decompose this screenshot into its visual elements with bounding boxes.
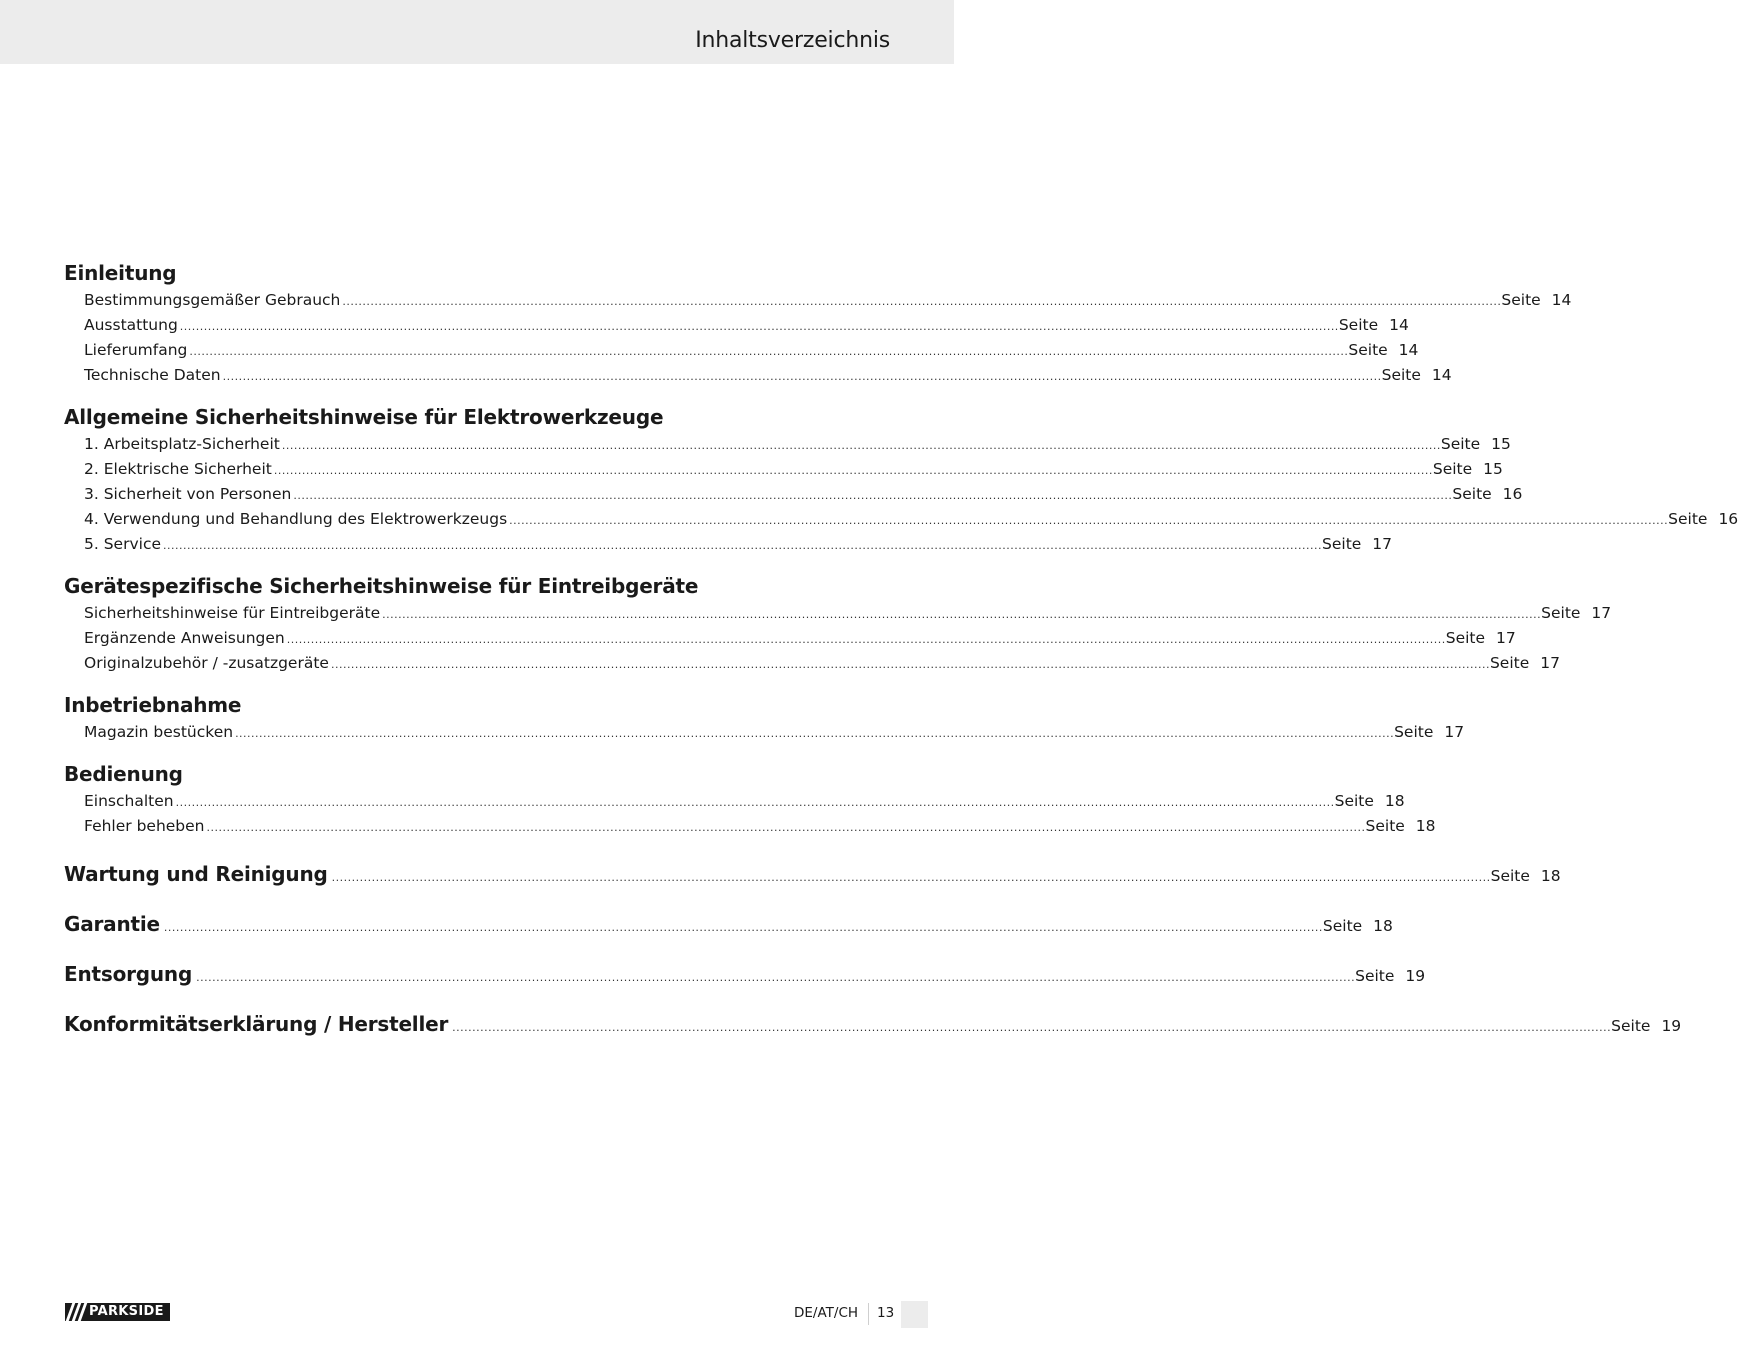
leader-dots: .................................................................................................................................................................................................................................................................................................. <box>293 489 1453 502</box>
leader-dots: .................................................................................................................................................................................................................................................................................................. <box>273 464 1433 477</box>
entry-page-number: 17 <box>1496 629 1516 647</box>
leader-dots: .................................................................................................................................................................................................................................................................................................. <box>179 320 1339 333</box>
entry-page-number: 18 <box>1384 792 1405 810</box>
entry-seite: Seite <box>1365 817 1405 835</box>
toc-main-entry[interactable] <box>64 1009 1682 1039</box>
toc-section <box>0 759 1436 839</box>
entry-label: 2. Elektrische Sicherheit <box>84 460 272 478</box>
main-entry-label: Konformitätserklärung / Hersteller <box>64 1012 449 1036</box>
toc-section <box>0 258 1572 388</box>
leader-dots: .................................................................................................................................................................................................................................................................................................. <box>331 871 1491 884</box>
entry-seite: Seite <box>1322 535 1362 553</box>
entry-seite: Seite <box>1445 629 1486 647</box>
entry-label: Sicherheitshinweise für Eintreibgeräte <box>84 604 381 622</box>
entry-page-number: 17 <box>1372 535 1393 553</box>
toc-entry[interactable] <box>84 432 1511 457</box>
entry-label: 5. Service <box>84 535 162 553</box>
toc-section <box>0 571 1612 676</box>
toc-entry[interactable] <box>84 288 1572 313</box>
page-title: Inhaltsverzeichnis <box>695 28 890 53</box>
entry-seite: Seite <box>1489 654 1530 672</box>
toc-section <box>0 402 1738 557</box>
entry-seite: Seite <box>1355 967 1395 985</box>
entry-page-number: 15 <box>1491 435 1511 453</box>
entry-page-number: 19 <box>1405 967 1426 985</box>
entry-page-number: 15 <box>1483 460 1503 478</box>
entry-seite: Seite <box>1611 1017 1651 1035</box>
toc-main-entry[interactable] <box>64 909 1393 939</box>
entry-label: 1. Arbeitsplatz-Sicherheit <box>84 435 280 453</box>
entry-seite: Seite <box>1668 510 1708 528</box>
entry-label: Originalzubehör / -zusatzgeräte <box>84 654 329 672</box>
leader-dots: .................................................................................................................................................................................................................................................................................................. <box>509 514 1669 527</box>
entry-page-number: 14 <box>1398 341 1419 359</box>
leader-dots: .................................................................................................................................................................................................................................................................................................. <box>286 633 1446 646</box>
leader-dots: .................................................................................................................................................................................................................................................................................................. <box>189 345 1349 358</box>
main-entry-label: Entsorgung <box>64 962 193 986</box>
leader-dots: .................................................................................................................................................................................................................................................................................................. <box>206 821 1366 834</box>
entry-label: Lieferumfang <box>84 341 188 359</box>
table-of-contents <box>0 258 1738 1059</box>
toc-main-entry[interactable] <box>64 959 1426 989</box>
entry-seite: Seite <box>1381 366 1421 384</box>
toc-entry[interactable] <box>84 651 1560 676</box>
toc-entry[interactable] <box>84 626 1516 651</box>
entry-page-number: 17 <box>1591 604 1612 622</box>
entry-seite: Seite <box>1490 867 1530 885</box>
footer-language: DE/AT/CH <box>794 1305 859 1321</box>
toc-entry[interactable] <box>84 482 1523 507</box>
footer-page-number: 13 <box>877 1305 895 1321</box>
entry-seite: Seite <box>1334 792 1374 810</box>
entry-seite: Seite <box>1394 723 1434 741</box>
leader-dots: .................................................................................................................................................................................................................................................................................................. <box>222 370 1382 383</box>
toc-entry[interactable] <box>84 601 1612 626</box>
entry-label: Einschalten <box>84 792 174 810</box>
logo-slashes-icon <box>65 1303 87 1321</box>
leader-dots: .................................................................................................................................................................................................................................................................................................. <box>342 295 1502 308</box>
entry-seite: Seite <box>1501 291 1541 309</box>
entry-seite: Seite <box>1432 460 1473 478</box>
entry-label: Ergänzende Anweisungen <box>84 629 285 647</box>
entry-seite: Seite <box>1440 435 1481 453</box>
section-title: Inbetriebnahme <box>64 693 242 717</box>
toc-section <box>0 690 1465 745</box>
entry-label: 4. Verwendung und Behandlung des Elektrowerkzeugs <box>84 510 508 528</box>
toc-entry[interactable] <box>84 789 1405 814</box>
section-title: Allgemeine Sicherheitshinweise für Elektrowerkzeuge <box>64 405 664 429</box>
leader-dots: .................................................................................................................................................................................................................................................................................................. <box>175 796 1335 809</box>
leader-dots: .................................................................................................................................................................................................................................................................................................. <box>330 658 1490 671</box>
entry-label: Technische Daten <box>84 366 221 384</box>
header-band <box>0 0 954 64</box>
leader-dots: .................................................................................................................................................................................................................................................................................................. <box>281 439 1441 452</box>
entry-page-number: 17 <box>1540 654 1560 672</box>
entry-page-number: 18 <box>1540 867 1561 885</box>
section-title: Gerätespezifische Sicherheitshinweise für Eintreibgeräte <box>64 574 699 598</box>
entry-page-number: 18 <box>1415 817 1436 835</box>
toc-entry[interactable] <box>84 507 1738 532</box>
leader-dots: .................................................................................................................................................................................................................................................................................................. <box>235 727 1395 740</box>
entry-page-number: 14 <box>1551 291 1572 309</box>
entry-label: Magazin bestücken <box>84 723 234 741</box>
leader-dots: .................................................................................................................................................................................................................................................................................................. <box>163 921 1323 934</box>
leader-dots: .................................................................................................................................................................................................................................................................................................. <box>196 971 1356 984</box>
entry-page-number: 14 <box>1389 316 1409 334</box>
entry-page-number: 14 <box>1431 366 1452 384</box>
main-entry-label: Wartung und Reinigung <box>64 862 328 886</box>
parkside-logo <box>65 1303 178 1321</box>
footer-tab-box <box>901 1301 928 1328</box>
toc-entry[interactable] <box>84 313 1409 338</box>
footer-divider <box>868 1303 869 1325</box>
leader-dots: .................................................................................................................................................................................................................................................................................................. <box>163 539 1323 552</box>
entry-page-number: 19 <box>1661 1017 1682 1035</box>
toc-entry[interactable] <box>84 457 1503 482</box>
logo-text: PARKSIDE <box>87 1303 170 1321</box>
toc-entry[interactable] <box>84 814 1436 839</box>
section-title: Einleitung <box>64 261 177 285</box>
toc-entry[interactable] <box>84 338 1419 363</box>
toc-entry[interactable] <box>84 720 1465 745</box>
entry-seite: Seite <box>1348 341 1388 359</box>
leader-dots: .................................................................................................................................................................................................................................................................................................. <box>382 608 1542 621</box>
entry-label: Fehler beheben <box>84 817 205 835</box>
entry-page-number: 18 <box>1373 917 1393 935</box>
main-entry-label: Garantie <box>64 912 160 936</box>
entry-label: 3. Sicherheit von Personen <box>84 485 292 503</box>
leader-dots: .................................................................................................................................................................................................................................................................................................. <box>452 1021 1612 1034</box>
entry-page-number: 16 <box>1502 485 1523 503</box>
section-title: Bedienung <box>64 762 183 786</box>
toc-entry[interactable] <box>84 532 1393 557</box>
entry-seite: Seite <box>1338 316 1379 334</box>
entry-label: Bestimmungsgemäßer Gebrauch <box>84 291 341 309</box>
entry-page-number: 16 <box>1718 510 1738 528</box>
entry-seite: Seite <box>1541 604 1581 622</box>
entry-page-number: 17 <box>1444 723 1465 741</box>
entry-label: Ausstattung <box>84 316 178 334</box>
toc-main-entry[interactable] <box>64 859 1561 889</box>
toc-entry[interactable] <box>84 363 1452 388</box>
entry-seite: Seite <box>1452 485 1492 503</box>
entry-seite: Seite <box>1322 917 1363 935</box>
